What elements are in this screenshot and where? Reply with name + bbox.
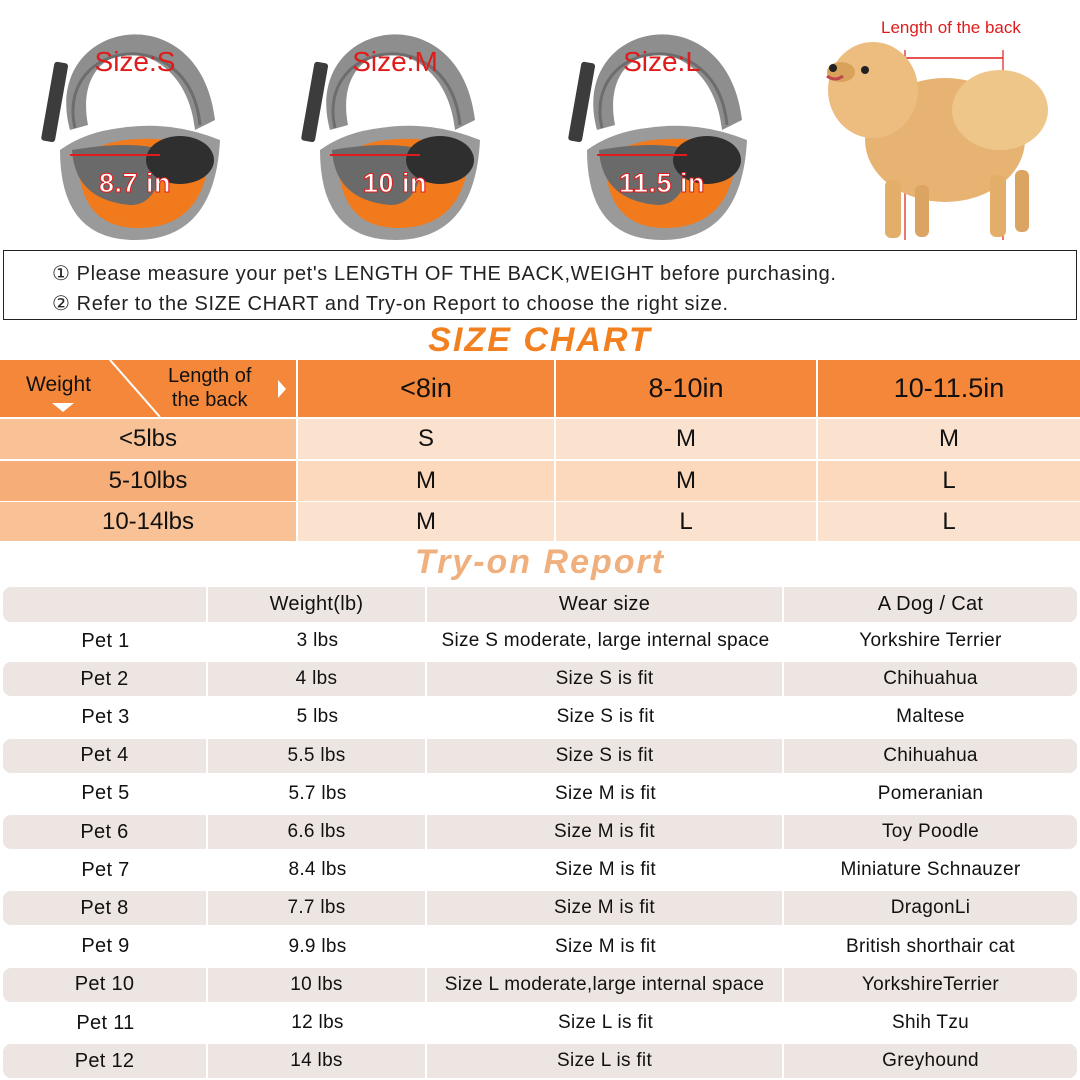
breed-cell: YorkshireTerrier: [861, 973, 1000, 995]
try-on-row: [3, 815, 1077, 849]
pet-weight-cell: 3 lbs: [296, 630, 339, 651]
size-chart-weight-cell: 10-14lbs: [0, 502, 298, 541]
pet-weight-cell: 8.4 lbs: [288, 859, 347, 881]
size-chart-size-cell: M: [818, 419, 1080, 459]
pet-weight-cell: 5.7 lbs: [288, 782, 347, 804]
wear-size-cell: Size M is fit: [427, 815, 784, 849]
arrow-down-icon: [52, 403, 74, 412]
breed-cell: Chihuahua: [883, 744, 978, 766]
try-on-row: [3, 930, 1077, 964]
corner-length-line1: Length of: [168, 365, 252, 387]
size-m-label: Size:M: [352, 46, 438, 77]
wear-size-cell: Size M is fit: [554, 782, 657, 804]
pet-name-cell: Pet 3: [81, 705, 130, 728]
try-on-report-title: Try-on Report: [414, 543, 666, 581]
bag-illustration: [30, 0, 240, 250]
size-l-label: Size:L: [623, 46, 701, 77]
length-of-back-label: Length of the back: [881, 18, 1021, 37]
pet-weight-cell: 12 lbs: [291, 1012, 344, 1033]
try-on-row: [3, 624, 1077, 658]
size-chart-row: [0, 461, 1080, 501]
wear-size-cell: Size M is fit: [554, 859, 657, 881]
wear-size-cell: Size L is fit: [427, 1044, 784, 1078]
pet-name-cell: Pet 9: [81, 935, 130, 958]
pet-weight-cell: 5 lbs: [296, 706, 339, 728]
size-chart-weight-cell: 5-10lbs: [0, 461, 298, 501]
instruction-notes: [3, 250, 1077, 320]
wear-size-cell: Size S is fit: [427, 739, 784, 773]
breed-cell: Pomeranian: [877, 782, 984, 804]
try-on-header-cell: Weight(lb): [208, 587, 427, 622]
breed-cell: Chihuahua: [883, 668, 978, 690]
try-on-header-row: [3, 587, 1077, 622]
pet-name-cell: Pet 12: [3, 1044, 208, 1078]
size-s-label: Size:S: [94, 46, 176, 77]
size-chart-col-header: 10-11.5in: [893, 373, 1005, 403]
wear-size-cell: Size S is fit: [427, 662, 784, 696]
breed-cell: Miniature Schnauzer: [840, 859, 1021, 881]
try-on-row: [3, 662, 1077, 696]
breed-cell: DragonLi: [890, 897, 971, 919]
note-1: ① Please measure your pet's LENGTH OF THE BACK,WEIGHT before purchasing.: [52, 263, 837, 285]
try-on-row: [3, 739, 1077, 773]
try-on-header-cell: Wear size: [427, 587, 784, 622]
size-chart-size-cell: M: [556, 419, 818, 459]
bag-illustration: [290, 0, 500, 250]
wear-size-cell: Size L is fit: [557, 1012, 654, 1033]
breed-cell: Shih Tzu: [891, 1012, 970, 1033]
pet-weight-cell: 7.7 lbs: [208, 891, 427, 925]
wear-size-cell: Size M is fit: [554, 935, 657, 957]
breed-cell: Maltese: [896, 706, 965, 728]
size-chart-row: [0, 502, 1080, 541]
pet-weight-cell: 6.6 lbs: [208, 815, 427, 849]
size-chart-col-header: 8-10in: [556, 360, 818, 417]
size-chart-row: [0, 419, 1080, 459]
pet-weight-cell: 9.9 lbs: [288, 935, 347, 957]
size-chart-size-cell: L: [556, 502, 818, 541]
pet-name-cell: Pet 11: [76, 1011, 135, 1034]
breed-cell: Greyhound: [882, 1050, 979, 1072]
wear-size-cell: Size S is fit: [556, 706, 655, 728]
size-chart-title: SIZE CHART: [428, 321, 652, 359]
size-chart-size-cell: S: [298, 419, 556, 459]
size-chart-weight-cell: <5lbs: [0, 419, 298, 459]
pet-weight-cell: 10 lbs: [208, 968, 427, 1002]
try-on-row: [3, 968, 1077, 1002]
try-on-row: [3, 853, 1077, 887]
wear-size-cell: Size S moderate, large internal space: [441, 630, 770, 651]
breed-cell: British shorthair cat: [846, 935, 1015, 957]
try-on-row: [3, 1044, 1077, 1078]
try-on-header-cell: A Dog / Cat: [877, 593, 984, 615]
bag-illustration: [557, 0, 767, 250]
wear-size-cell: Size M is fit: [427, 891, 784, 925]
pet-name-cell: Pet 5: [81, 782, 130, 805]
bag-size-l-image: [557, 0, 767, 250]
note-2: ② Refer to the SIZE CHART and Try-on Report to choose the right size.: [52, 293, 729, 315]
wear-size-cell: Size L moderate,large internal space: [427, 968, 784, 1002]
size-chart-size-cell: L: [818, 502, 1080, 541]
try-on-row: [3, 1006, 1077, 1040]
pet-name-cell: Pet 10: [3, 968, 208, 1002]
pet-weight-cell: 14 lbs: [208, 1044, 427, 1078]
pet-name-cell: Pet 6: [3, 815, 208, 849]
pet-weight-cell: 4 lbs: [208, 662, 427, 696]
size-chart-header-row: [0, 360, 1080, 417]
bag-size-m-image: [290, 0, 500, 250]
size-chart-corner-cell: [0, 360, 298, 417]
try-on-row: [3, 777, 1077, 811]
size-chart-size-cell: M: [298, 461, 556, 501]
size-chart-size-cell: L: [818, 461, 1080, 501]
arrow-right-icon: [278, 380, 286, 398]
breed-cell: Toy Poodle: [881, 821, 979, 842]
pet-name-cell: Pet 7: [81, 858, 130, 881]
try-on-row: [3, 700, 1077, 734]
corner-length-label: [168, 364, 251, 412]
size-m-length-label: 10 in: [362, 168, 428, 198]
corner-weight-label: Weight: [26, 373, 91, 396]
size-chart-size-cell: M: [556, 461, 818, 501]
pet-name-cell: Pet 8: [3, 891, 208, 925]
breed-cell: Yorkshire Terrier: [859, 630, 1002, 651]
pet-weight-cell: 5.5 lbs: [208, 739, 427, 773]
size-chart-col-header: <8in: [298, 360, 556, 417]
dog-measurement-image: [815, 0, 1075, 250]
pet-name-cell: Pet 1: [81, 629, 130, 652]
pet-name-cell: Pet 2: [3, 662, 208, 696]
pet-name-cell: Pet 4: [3, 739, 208, 773]
corner-length-line2: the back: [171, 389, 248, 411]
bag-size-s-image: [30, 0, 240, 250]
try-on-row: [3, 891, 1077, 925]
size-l-length-label: 11.5 in: [618, 168, 706, 198]
try-on-header-cell: [3, 587, 208, 622]
size-s-length-label: 8.7 in: [98, 168, 172, 198]
size-chart-size-cell: M: [298, 502, 556, 541]
